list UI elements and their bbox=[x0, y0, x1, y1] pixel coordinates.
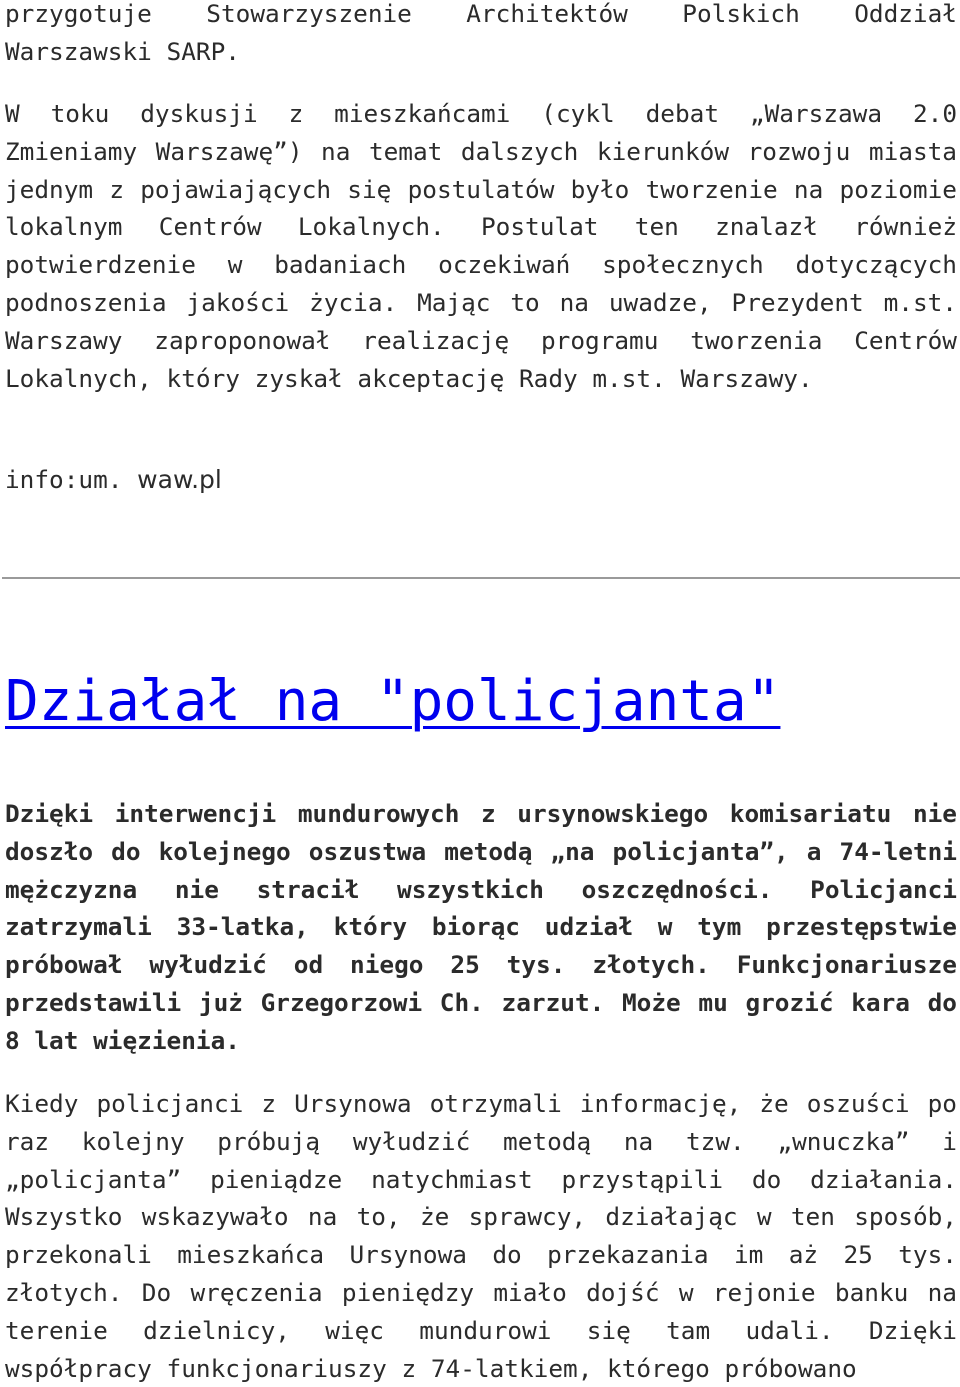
article-lead: Dzięki interwencji mundurowych z ursynowskiego komisariatu nie doszło do kolejnego oszustwa metodą „na policjanta”, a 74-letni mężczyzna nie stracił wszystkich oszczędności. Policjanci zatrzymali 33-latka, który biorąc udział w tym przestępstwie próbował wyłudzić od niego 25 tys. złotych. Funkcjonariusze przedstawili już Grzegorzowi Ch. zarzut. Może mu grozić kara do 8 lat więzienia. bbox=[5, 799, 957, 1055]
source-domain: waw.pl bbox=[137, 465, 222, 494]
intro-paragraph-main: W toku dyskusji z mieszkańcami (cykl debat „Warszawa 2.0 Zmieniamy Warszawę”) na temat dalszych kierunków rozwoju miasta jednym z pojawiających się postulatów było tworzenie na poziomie lokalnym Centrów Lokalnych. Postulat ten znalazł również potwierdzenie w badaniach oczekiwań społecznych dotyczących podnoszenia jakości życia. Mając to na uwadze, Prezydent m.st. Warszawy zaproponował realizację programu tworzenia Centrów Lokalnych, który zyskał akceptację Rady m.st. Warszawy. bbox=[5, 99, 957, 393]
intro-paragraph-top: przygotuje Stowarzyszenie Architektów Polskich Oddział Warszawski SARP. bbox=[5, 0, 957, 66]
article-title-link[interactable]: Działał na "policjanta" bbox=[5, 669, 781, 734]
source-line bbox=[5, 461, 222, 499]
article-body: Kiedy policjanci z Ursynowa otrzymali informację, że oszuści po raz kolejny próbują wyłudzić metodą na tzw. „wnuczka” i „policjanta” pieniądze natychmiast przystąpili do działania. Wszystko wskazywało na to, że sprawcy, działając w ten sposób, przekonali mieszkańca Ursynowa do przekazania im aż 25 tys. złotych. Do wręczenia pieniędzy miało dojść w rejonie banku na terenie dzielnicy, więc mundurowi się tam udali. Dzięki współpracy funkcjonariuszy z 74-latkiem, którego próbowano bbox=[5, 1089, 957, 1383]
source-label: info:um. bbox=[5, 465, 138, 494]
section-divider bbox=[2, 577, 960, 579]
